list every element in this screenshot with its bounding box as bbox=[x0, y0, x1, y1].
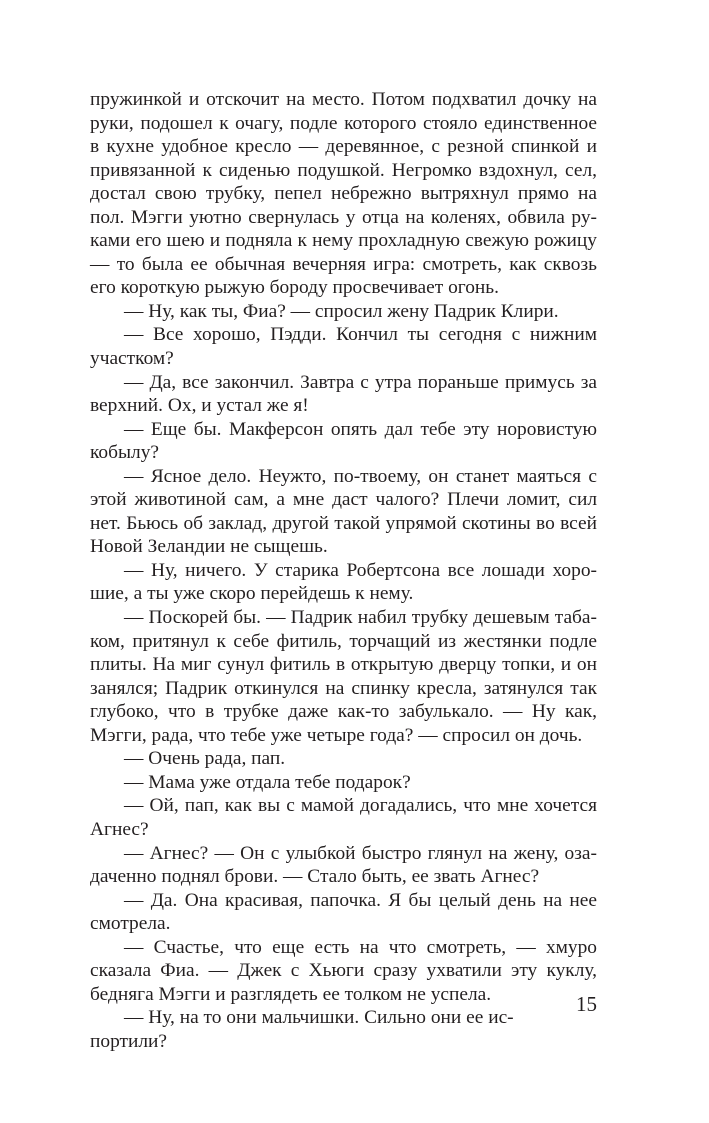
dialogue-line: — Мама уже отдала тебе подарок? bbox=[124, 771, 411, 793]
dialogue-line: — Все хорошо, Пэдди. Кончил ты сегодня с нижним участком? bbox=[90, 324, 597, 370]
dialogue-line: — Агнес? — Он с улыбкой быстро глянул на жену, озадаченно поднял брови. — Стало быть, ее звать Агнес? bbox=[90, 842, 597, 888]
page-number: 15 bbox=[576, 992, 597, 1016]
dialogue-line: — Ясное дело. Неужто, по-твоему, он станет маяться с этой животиной сам, а мне даст чалого? Плечи ломит, сил нет. Бьюсь об заклад, другой такой упрямой скотины во всей Новой Зеландии не сыщешь. bbox=[90, 465, 597, 558]
dialogue-line: — Очень рада, пап. bbox=[124, 748, 286, 770]
dialogue-line: — Еще бы. Макферсон опять дал тебе эту норовистую кобылу? bbox=[90, 418, 597, 464]
dialogue-line: — Счастье, что еще есть на что смотреть, — хмуро сказала Фиа. — Джек с Хьюги сразу ухватили эту куклу, бедняга Мэгги и разглядеть ее толком не успела. bbox=[90, 936, 597, 1005]
book-page-text bbox=[90, 88, 597, 1053]
dialogue-line: — Ой, пап, как вы с мамой догадались, что мне хочется Агнес? bbox=[90, 795, 597, 840]
dialogue-line: — Ну, как ты, Фиа? — спросил жену Падрик Клири. bbox=[124, 300, 559, 322]
dialogue-line: — Да, все закончил. Завтра с утра пораньше примусь за верхний. Ох, и устал же я! bbox=[90, 371, 597, 417]
dialogue-line: — Поскорей бы. — Падрик набил трубку дешевым табаком, притянул к себе фитиль, торчащий из жестянки подле плиты. На миг сунул фитиль в открытую дверцу топки, и он занялся; Падрик откинулся на спинку кресла, затянулся так глубоко, что в трубке даже как-то забулькало. — Ну как, Мэгги, рада, что тебе уже четыре года? — спросил он дочь. bbox=[90, 607, 597, 746]
paragraph: пружинкой и отскочит на место. Потом подхватил дочку на руки, подошел к очагу, подле которого стояло единственное в кухне удобное кресло — деревянное, с резной спинкой и привязанной к сиденью подушкой. Негромко вздохнул, сел, достал свою трубку, пепел небрежно вытряхнул прямо на пол. Мэгги уютно свернулась у отца на коленях, обвила руками его шею и подняла к нему прохладную свежую рожицу — то была ее обычная вечерняя игра: смотреть, как сквозь его короткую рыжую бороду просвечивает огонь. bbox=[90, 89, 597, 299]
dialogue-line: — Ну, на то они мальчишки. Сильно они ее ис- портили? bbox=[90, 1007, 514, 1052]
dialogue-line: — Да. Она красивая, папочка. Я бы целый день на нее смотрела. bbox=[90, 889, 597, 935]
dialogue-line: — Ну, ничего. У старика Робертсона все лошади хорошие, а ты уже скоро перейдешь к нему. bbox=[90, 559, 597, 605]
